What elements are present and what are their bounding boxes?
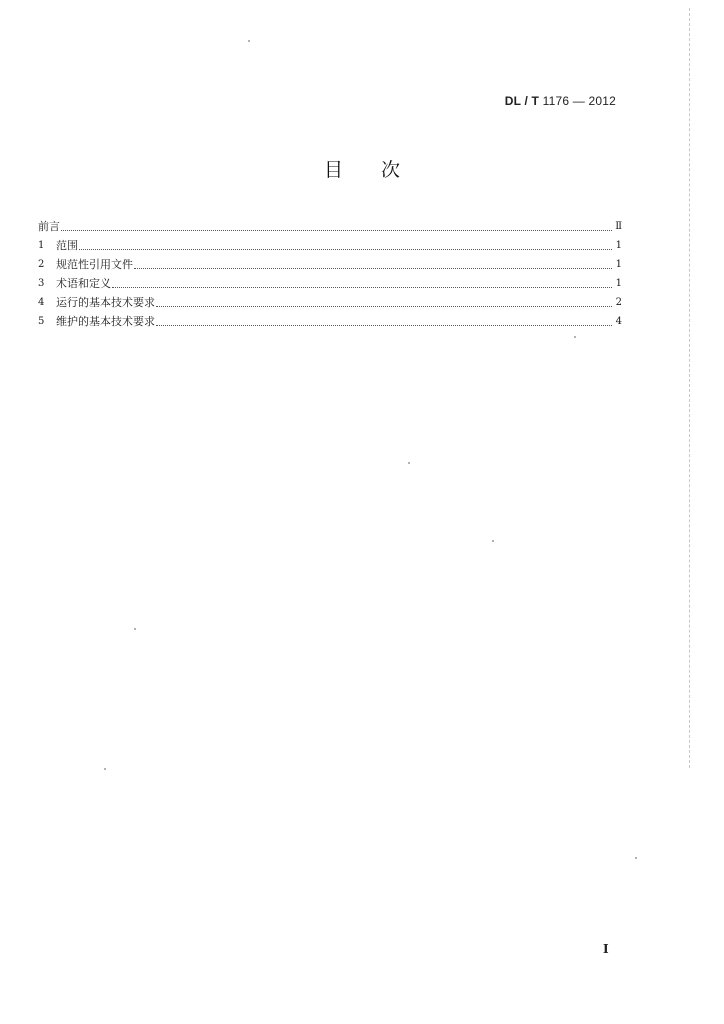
toc-entry-maintenance-requirements[interactable]: [38, 310, 622, 329]
toc-entry-scope[interactable]: [38, 234, 622, 253]
scan-speck: [134, 628, 136, 630]
toc-entry-terms-definitions[interactable]: [38, 272, 622, 291]
page-number: I: [603, 942, 609, 956]
toc-entry-page: Ⅱ: [615, 221, 622, 232]
toc-entry-label: 术语和定义: [56, 277, 111, 290]
toc-title: 目次: [323, 159, 438, 181]
toc-entry-label: 维护的基本技术要求: [56, 315, 155, 328]
toc-leader-dots: [156, 324, 612, 326]
scan-speck: [408, 462, 410, 464]
toc-leader-dots: [134, 267, 612, 269]
toc-leader-dots: [61, 229, 612, 231]
toc-entry-page: 2: [615, 297, 622, 308]
toc-entry-number: 3: [38, 278, 45, 289]
scan-speck: [492, 540, 494, 542]
toc-entry-page: 1: [615, 278, 622, 289]
standard-code: [505, 94, 616, 108]
table-of-contents: [38, 215, 622, 329]
toc-entry-label: 范围: [56, 239, 78, 252]
toc-leader-dots: [156, 305, 612, 307]
toc-entry-normative-references[interactable]: [38, 253, 622, 272]
standard-number: 1176 — 2012: [542, 94, 616, 108]
toc-entry-foreword[interactable]: [38, 215, 622, 234]
scan-speck: [574, 336, 576, 338]
toc-entry-page: 1: [615, 259, 622, 270]
scan-edge-line: [688, 8, 690, 768]
toc-entry-number: 5: [38, 316, 45, 327]
scan-speck: [104, 768, 106, 770]
toc-entry-number: 4: [38, 297, 45, 308]
toc-leader-dots: [79, 248, 612, 250]
standard-prefix: DL / T: [504, 94, 540, 108]
scan-speck: [635, 857, 637, 859]
scan-speck: [248, 40, 250, 42]
toc-leader-dots: [112, 286, 612, 288]
toc-entry-operation-requirements[interactable]: [38, 291, 622, 310]
toc-entry-label: 规范性引用文件: [56, 258, 133, 271]
toc-entry-label: 运行的基本技术要求: [56, 296, 155, 309]
toc-entry-page: 1: [615, 240, 622, 251]
toc-entry-page: 4: [615, 316, 622, 327]
toc-entry-number: 1: [38, 240, 45, 251]
toc-entry-number: 2: [38, 259, 45, 270]
toc-entry-label: 前言: [38, 220, 60, 233]
